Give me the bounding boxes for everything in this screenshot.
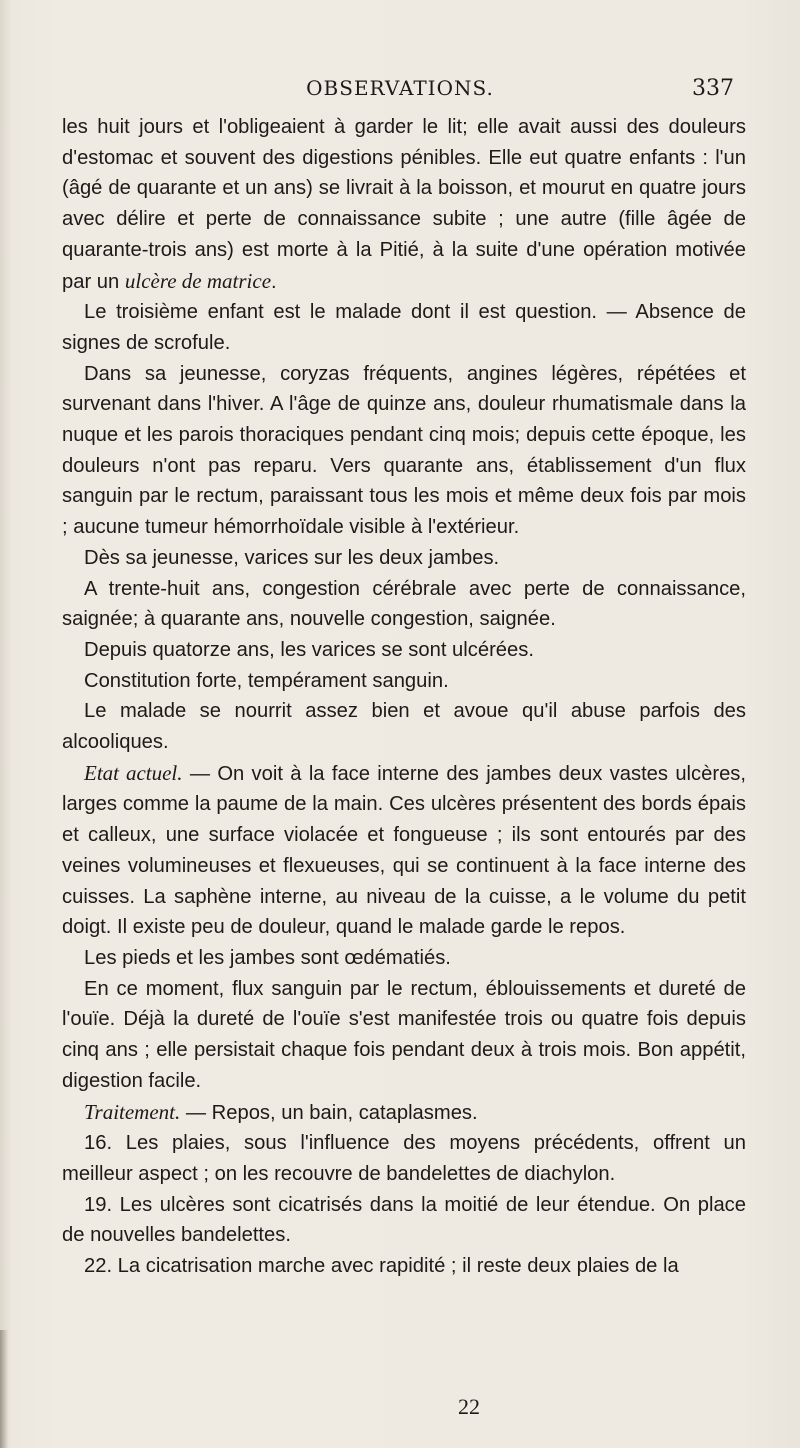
- paragraph-oedema: Les pieds et les jambes sont œdématiés.: [84, 946, 451, 969]
- paragraph-constitution: Constitution forte, tempérament sanguin.: [84, 669, 449, 692]
- paragraph-day-19: 19. Les ulcères sont cicatrisés dans la moitié de leur étendue. On place de nouvelles bandelettes.: [62, 1193, 746, 1247]
- paragraph-symptoms: En ce moment, flux sanguin par le rectum, éblouissements et dureté de l'ouïe. Déjà la dureté de l'ouïe s'est manifestée trois ou quatre fois depuis cinq ans ; elle persistait chaque fois pendant deux à trois mois. Bon appétit, digestion facile.: [62, 977, 746, 1092]
- italic-term: ulcère de matrice: [124, 268, 272, 293]
- paragraph-treatment: Traitement. — Repos, un bain, cataplasmes.: [84, 1099, 478, 1124]
- italic-heading-etat: Etat actuel.: [84, 760, 183, 785]
- paragraph-ulcerated: Depuis quatorze ans, les varices se sont ulcérées.: [84, 638, 534, 661]
- signature-mark: 22: [458, 1394, 480, 1419]
- page-number: 337: [692, 76, 734, 101]
- paragraph-youth: Dans sa jeunesse, coryzas fréquents, angines légères, répétées et survenant dans l'hiver. A l'âge de quinze ans, douleur rhumatismale dans la nuque et les parois thoraciques pendant cinq mois; depuis cette époque, les douleurs n'ont pas reparu. Vers quarante ans, établissement d'un flux sanguin par le rectum, paraissant tous les mois et même deux fois par mois ; aucune tumeur hémorrhoïdale visible à l'extérieur.: [62, 362, 746, 539]
- paragraph-family-history: les huit jours et l'obligeaient à garder le lit; elle avait aussi des douleurs d'estomac et souvent des digestions pénibles. Elle eut quatre enfants : l'un (âgé de quarante et un ans) se livrait à la boisson, et mourut en quatre jours avec délire et perte de connaissance subite ; une autre (fille âgée de quarante-trois ans) est morte à la Pitié, à la suite d'une opération motivée par un ulcère de matrice.: [62, 116, 746, 293]
- italic-heading-traitement: Traitement.: [84, 1099, 181, 1124]
- paragraph-day-22: 22. La cicatrisation marche avec rapidité ; il reste deux plaies de la: [84, 1255, 679, 1278]
- paragraph-third-child: Le troisième enfant est le malade dont il est question. — Absence de signes de scrofule.: [62, 301, 746, 354]
- paragraph-alcohol: Le malade se nourrit assez bien et avoue qu'il abuse parfois des alcooliques.: [62, 700, 746, 754]
- gutter-shadow: [0, 1330, 8, 1448]
- paragraph-varices: Dès sa jeunesse, varices sur les deux jambes.: [84, 546, 500, 569]
- paragraph-day-16: 16. Les plaies, sous l'influence des moyens précédents, offrent un meilleur aspect ; on les recouvre de bandelettes de diachylon.: [62, 1132, 746, 1185]
- paragraph-congestion: A trente-huit ans, congestion cérébrale avec perte de connaissance, saignée; à quarante ans, nouvelle congestion, saignée.: [62, 577, 746, 631]
- body-text: [62, 112, 746, 1282]
- page-header: [0, 76, 800, 106]
- paragraph-current-state: Etat actuel. — On voit à la face interne des jambes deux vastes ulcères, larges comme la paume de la main. Ces ulcères présentent des bords épais et calleux, une surface violacée et fongueuse ; ils sont entourés par des veines volumineuses et flexueuses, qui se continuent à la face interne des cuisses. La saphène interne, au niveau de la cuisse, a le volume du petit doigt. Il existe peu de douleur, quand le malade garde le repos.: [62, 760, 747, 939]
- running-title: OBSERVATIONS.: [306, 76, 494, 100]
